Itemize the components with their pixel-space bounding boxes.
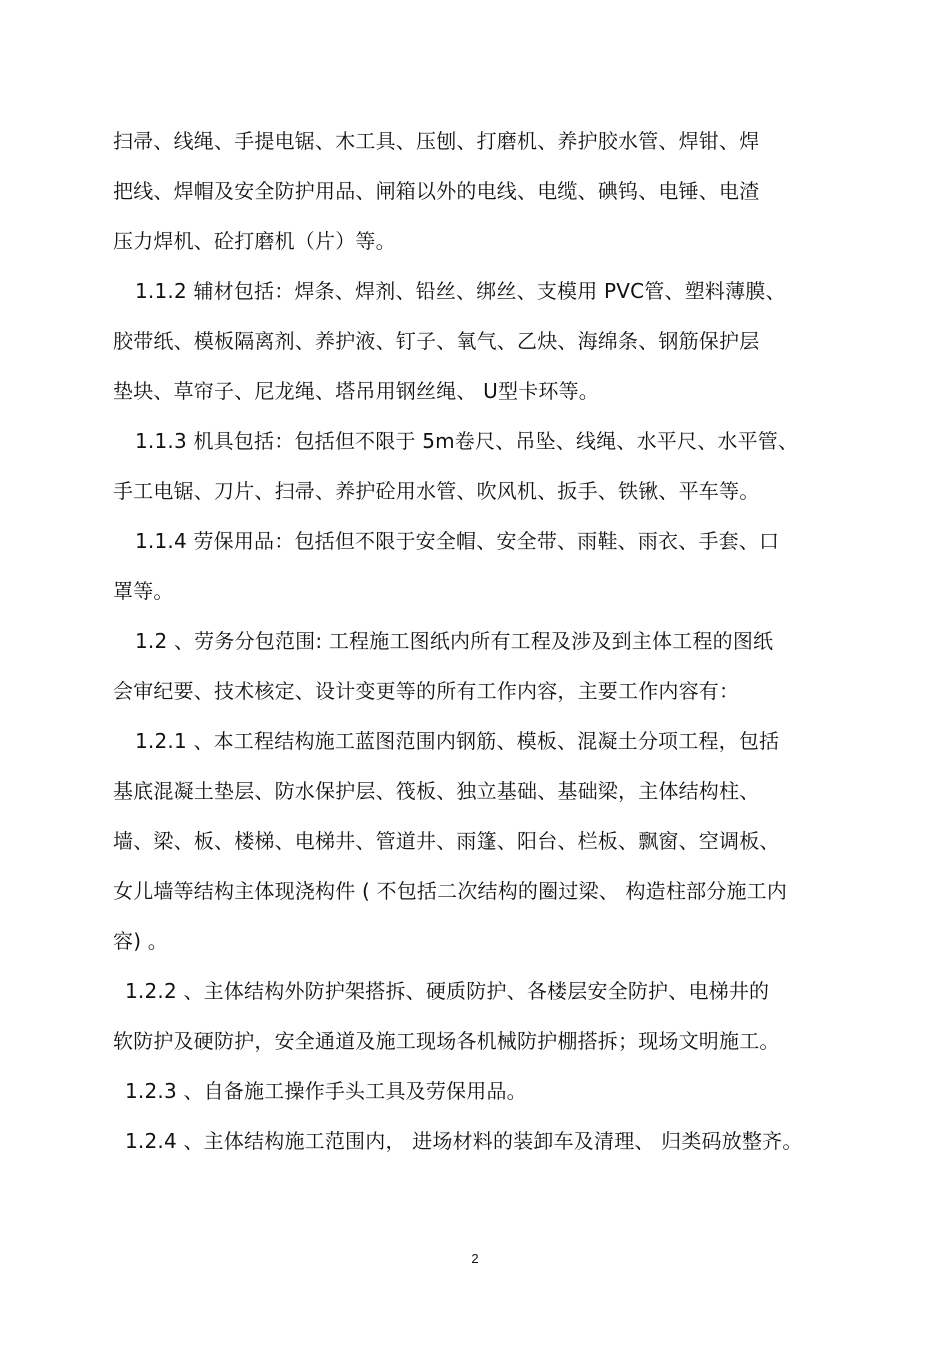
text-line: 会审纪要、技术核定、设计变更等的所有工作内容，主要工作内容有： — [113, 679, 740, 703]
text-line: 手工电锯、刀片、扫帚、养护砼用水管、吹风机、扳手、铁锹、平车等。 — [113, 479, 760, 503]
text-line: 扫帚、线绳、手提电锯、木工具、压刨、打磨机、养护胶水管、焊钳、焊 — [113, 129, 760, 153]
text-line: 1.2 、劳务分包范围: 工程施工图纸内所有工程及涉及到主体工程的图纸 — [135, 629, 774, 653]
text-line: 容) 。 — [113, 929, 168, 953]
text-line: 软防护及硬防护，安全通道及施工现场各机械防护棚搭拆；现场文明施工。 — [113, 1029, 780, 1053]
text-line: 1.2.1 、本工程结构施工蓝图范围内钢筋、模板、混凝土分项工程，包括 — [135, 729, 780, 753]
text-line: 女儿墙等结构主体现浇构件 ( 不包括二次结构的圈过梁、 构造柱部分施工内 — [113, 879, 788, 903]
text-line: 1.2.3 、自备施工操作手头工具及劳保用品。 — [125, 1079, 527, 1103]
text-line: 墙、梁、板、楼梯、电梯井、管道井、雨篷、阳台、栏板、飘窗、空调板、 — [113, 829, 780, 853]
text-line: 基底混凝土垫层、防水保护层、筏板、独立基础、基础梁，主体结构柱、 — [113, 779, 760, 803]
text-line: 1.1.4 劳保用品：包括但不限于安全帽、安全带、雨鞋、雨衣、手套、口 — [135, 529, 780, 553]
text-line: 垫块、草帘子、尼龙绳、塔吊用钢丝绳、 U型卡环等。 — [113, 379, 599, 403]
text-line: 胶带纸、模板隔离剂、养护液、钉子、氧气、乙炔、海绵条、钢筋保护层 — [113, 329, 760, 353]
text-line: 压力焊机、砼打磨机（片）等。 — [113, 229, 396, 253]
text-line: 把线、焊帽及安全防护用品、闸箱以外的电线、电缆、碘钨、电锤、电渣 — [113, 179, 760, 203]
text-line: 1.1.2 辅材包括：焊条、焊剂、铅丝、绑丝、支模用 PVC管、塑料薄膜、 — [135, 279, 786, 303]
page-number: 2 — [471, 1251, 479, 1266]
text-line: 1.2.4 、主体结构施工范围内， 进场材料的装卸车及清理、 归类码放整齐。 — [125, 1129, 803, 1153]
text-line: 1.1.3 机具包括：包括但不限于 5m卷尺、吊坠、线绳、水平尺、水平管、 — [135, 429, 799, 453]
text-line: 罩等。 — [113, 579, 174, 603]
text-line: 1.2.2 、主体结构外防护架搭拆、硬质防护、各楼层安全防护、电梯井的 — [125, 979, 770, 1003]
